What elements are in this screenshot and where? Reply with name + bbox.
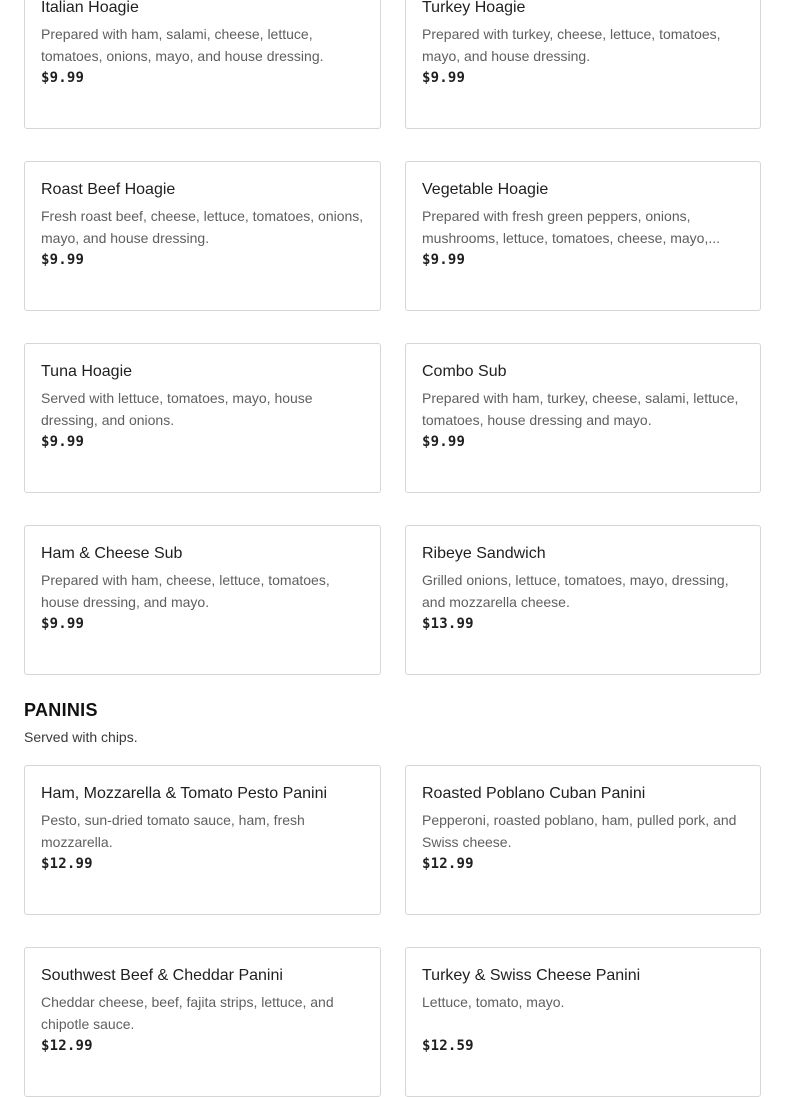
menu-item-description: Prepared with ham, turkey, cheese, salami, lettuce, tomatoes, house dressing and mayo. (422, 390, 739, 428)
menu-item-card[interactable] (405, 947, 761, 1097)
menu-item-description: Prepared with turkey, cheese, lettuce, tomatoes, mayo, and house dressing. (422, 26, 721, 64)
menu-item-name: Ham, Mozzarella & Tomato Pesto Panini (41, 785, 328, 802)
menu-item-card[interactable] (405, 765, 761, 915)
menu-item-card[interactable] (24, 947, 381, 1097)
menu-item-name: Turkey & Swiss Cheese Panini (422, 967, 641, 984)
menu-item-description: Grilled onions, lettuce, tomatoes, mayo, dressing, and mozzarella cheese. (422, 572, 729, 610)
menu-item-card[interactable] (24, 525, 381, 675)
menu-item-description: Prepared with ham, cheese, lettuce, tomatoes, house dressing, and mayo. (41, 572, 330, 610)
menu-item-name: Ham & Cheese Sub (41, 545, 183, 562)
menu-item-price: $12.99 (422, 856, 474, 872)
menu-item-price: $13.99 (422, 616, 474, 632)
menu-item-description: Prepared with fresh green peppers, onions, mushrooms, lettuce, tomatoes, cheese, mayo,... (422, 208, 721, 246)
paninis-menu-grid (24, 765, 761, 1097)
menu-item-name: Tuna Hoagie (41, 363, 133, 380)
menu-item-description: Fresh roast beef, cheese, lettuce, tomatoes, onions, mayo, and house dressing. (41, 208, 364, 246)
paninis-section-header (24, 699, 138, 747)
section-title: PANINIS (24, 700, 98, 720)
menu-item-card[interactable] (24, 343, 381, 493)
menu-item-description: Served with lettuce, tomatoes, mayo, house dressing, and onions. (41, 390, 313, 428)
menu-item-description: Prepared with ham, salami, cheese, lettuce, tomatoes, onions, mayo, and house dressing. (41, 26, 324, 64)
menu-item-name: Turkey Hoagie (422, 0, 526, 16)
menu-item-price: $9.99 (41, 434, 85, 450)
menu-item-name: Combo Sub (422, 363, 507, 380)
menu-item-card[interactable] (405, 525, 761, 675)
menu-item-price: $9.99 (422, 434, 466, 450)
menu-item-price: $9.99 (41, 616, 85, 632)
menu-item-description: Cheddar cheese, beef, fajita strips, lettuce, and chipotle sauce. (41, 994, 334, 1032)
menu-item-name: Southwest Beef & Cheddar Panini (41, 967, 283, 984)
menu-item-price: $9.99 (41, 252, 85, 268)
menu-item-name: Vegetable Hoagie (422, 181, 549, 198)
hoagies-menu-grid (24, 0, 761, 675)
menu-item-price: $12.99 (41, 1038, 93, 1054)
menu-item-description: Lettuce, tomato, mayo. (422, 994, 565, 1010)
menu-item-name: Italian Hoagie (41, 0, 139, 16)
menu-item-price: $9.99 (41, 70, 85, 86)
menu-item-card[interactable] (405, 0, 761, 129)
menu-item-description: Pepperoni, roasted poblano, ham, pulled pork, and Swiss cheese. (422, 812, 737, 850)
menu-item-card[interactable] (24, 161, 381, 311)
menu-item-price: $9.99 (422, 252, 466, 268)
menu-item-name: Ribeye Sandwich (422, 545, 546, 562)
section-subtitle: Served with chips. (24, 729, 138, 745)
menu-item-price: $12.99 (41, 856, 93, 872)
menu-item-card[interactable] (24, 765, 381, 915)
menu-item-card[interactable] (405, 343, 761, 493)
menu-item-name: Roasted Poblano Cuban Panini (422, 785, 646, 802)
menu-item-name: Roast Beef Hoagie (41, 181, 176, 198)
menu-item-card[interactable] (405, 161, 761, 311)
menu-item-price: $9.99 (422, 70, 466, 86)
menu-item-price: $12.59 (422, 1038, 474, 1054)
menu-item-description: Pesto, sun-dried tomato sauce, ham, fresh mozzarella. (41, 812, 305, 850)
menu-item-card[interactable] (24, 0, 381, 129)
